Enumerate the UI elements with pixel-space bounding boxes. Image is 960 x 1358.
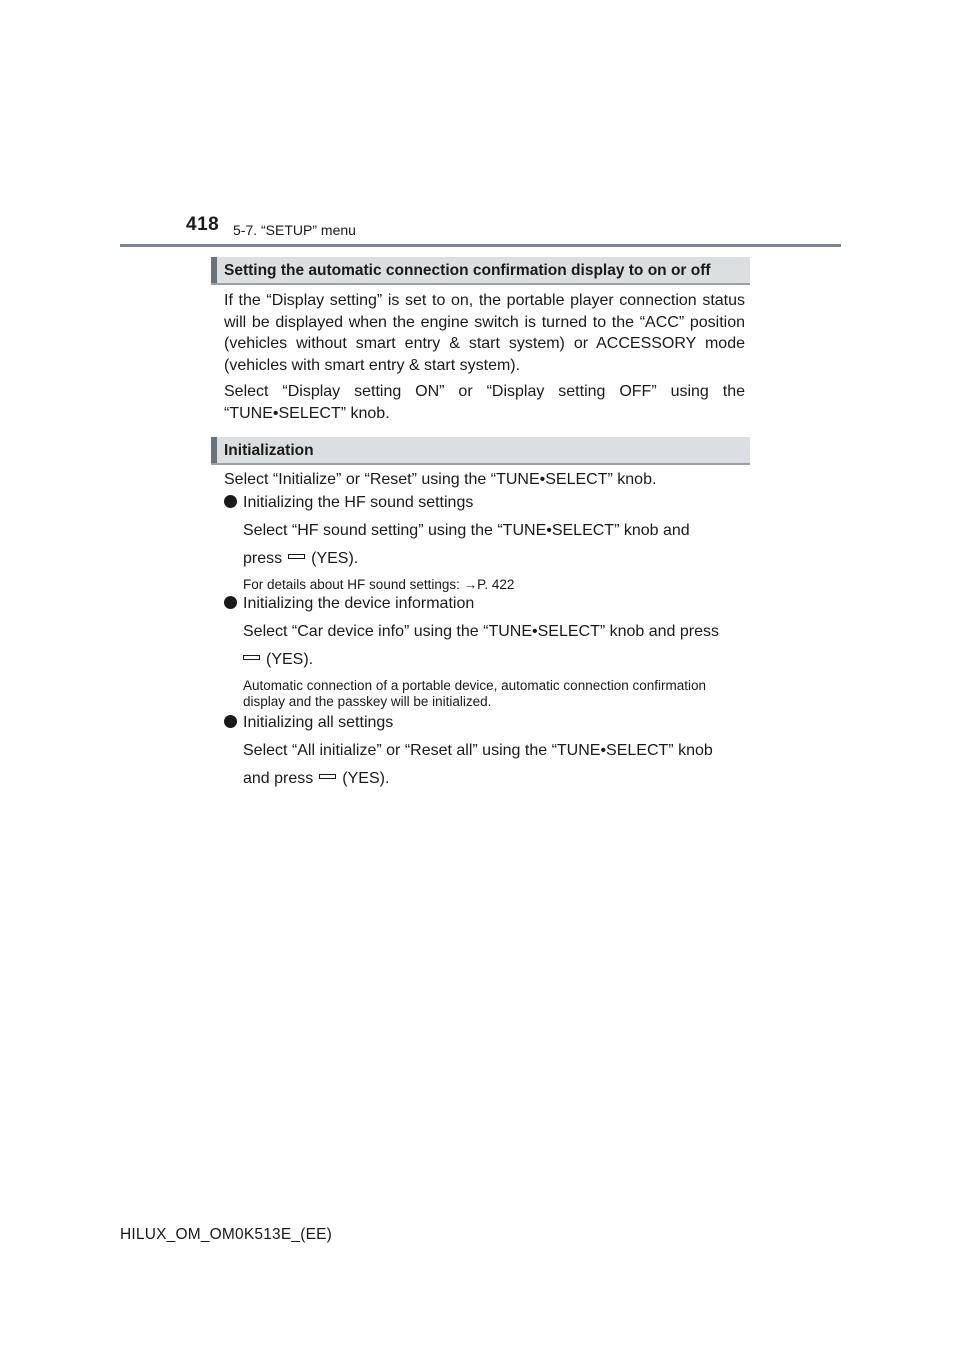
item-text-line1: Select “All initialize” or “Reset all” using the “TUNE•SELECT” knob bbox=[243, 742, 713, 759]
heading-display-setting bbox=[211, 257, 750, 285]
heading-title: Setting the automatic connection confirmation display to on or off bbox=[224, 262, 711, 279]
item-text-before: press bbox=[243, 550, 283, 567]
display-setting-description: If the “Display setting” is set to on, the portable player connection status will be displayed when the engine switch is turned to the “ACC” position (vehicles without smart entry & start system) or ACCESSORY mode (vehicles with smart entry & start system). bbox=[224, 292, 745, 374]
page-number: 418 bbox=[186, 214, 220, 235]
item-heading: Initializing the device information bbox=[243, 595, 475, 612]
document-code: HILUX_OM_OM0K513E_(EE) bbox=[120, 1226, 333, 1243]
display-setting-instruction: Select “Display setting ON” or “Display setting OFF” using the “TUNE•SELECT” knob. bbox=[224, 383, 745, 422]
header-rule bbox=[120, 244, 841, 247]
item-text-line2 bbox=[243, 770, 389, 788]
item-text-before: and press bbox=[243, 770, 314, 787]
list-item bbox=[224, 494, 473, 512]
item-note: For details about HF sound settings: →P. 422 bbox=[243, 577, 515, 592]
yes-button-icon bbox=[288, 554, 305, 559]
heading-marker bbox=[211, 257, 217, 283]
item-text-after: (YES). bbox=[342, 770, 390, 787]
heading-title: Initialization bbox=[224, 442, 314, 459]
item-heading: Initializing the HF sound settings bbox=[243, 494, 474, 511]
item-heading: Initializing all settings bbox=[243, 714, 394, 731]
item-text-line1: Select “Car device info” using the “TUNE•SELECT” knob and press bbox=[243, 623, 720, 640]
heading-marker bbox=[211, 437, 217, 463]
yes-button-icon bbox=[319, 774, 336, 779]
item-note: Automatic connection of a portable device, automatic connection confirmation display and the passkey will be initialized. bbox=[243, 678, 707, 709]
item-text-line2 bbox=[243, 651, 313, 669]
item-text-after: (YES). bbox=[311, 550, 359, 567]
section-label: 5-7. “SETUP” menu bbox=[233, 222, 356, 238]
initialization-intro: Select “Initialize” or “Reset” using the “TUNE•SELECT” knob. bbox=[224, 471, 657, 488]
bullet-icon bbox=[224, 715, 237, 728]
bullet-icon bbox=[224, 596, 237, 609]
item-text-after: (YES). bbox=[266, 651, 314, 668]
bullet-icon bbox=[224, 495, 237, 508]
item-text-line2 bbox=[243, 550, 358, 568]
item-text-line1: Select “HF sound setting” using the “TUNE•SELECT” knob and bbox=[243, 522, 690, 539]
list-item bbox=[224, 714, 393, 732]
heading-initialization bbox=[211, 437, 750, 465]
list-item bbox=[224, 595, 474, 613]
yes-button-icon bbox=[243, 655, 260, 660]
